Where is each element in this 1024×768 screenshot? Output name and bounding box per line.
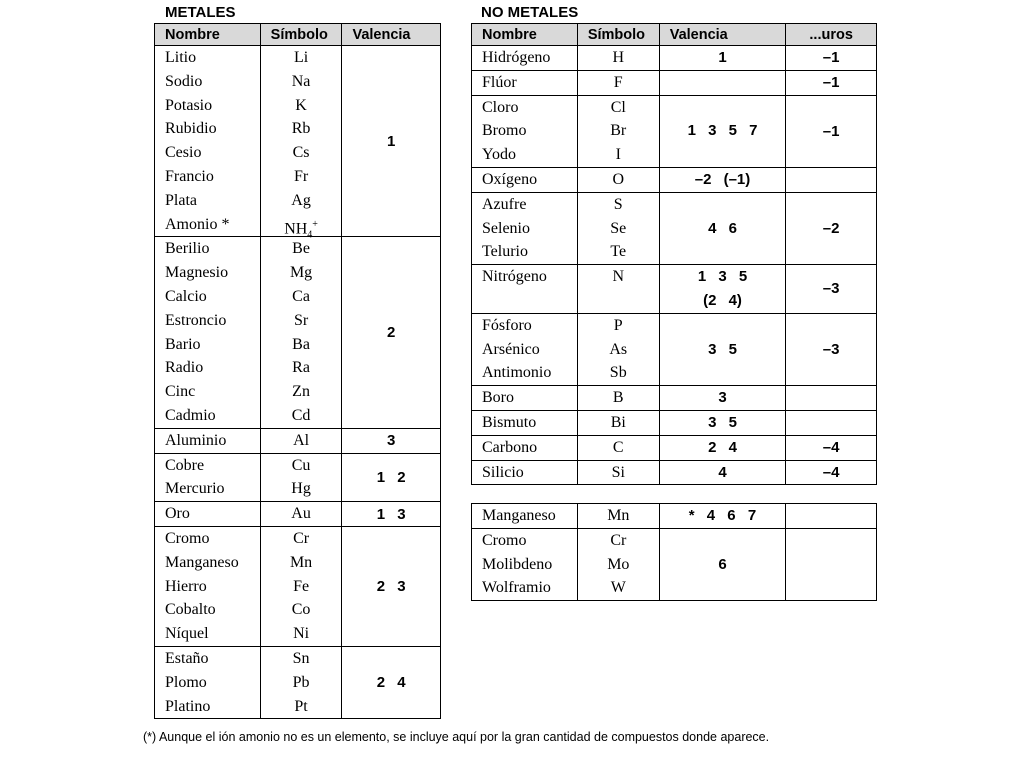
nombre-text: Mercurio (165, 480, 225, 498)
nombre-text: Cobre (165, 456, 205, 474)
symbol-text: W (610, 579, 626, 597)
simbolo-cell (260, 46, 342, 241)
nombre-text: Yodo (482, 146, 516, 164)
simbolo-cell (577, 95, 659, 167)
header-simbolo: Símbolo (577, 24, 659, 46)
valencia-cell (659, 192, 786, 264)
uros-cell (786, 386, 877, 411)
nombre-cell (472, 460, 578, 485)
table-row (472, 70, 877, 95)
symbol-text: O (612, 170, 625, 188)
symbol-text: Mn (607, 507, 630, 524)
symbol-text: Mn (289, 553, 313, 571)
nombre-text: Amonio * (165, 215, 230, 233)
valencia-cell (659, 410, 786, 435)
table-row (155, 526, 441, 646)
simbolo-cell (577, 167, 659, 192)
nombre-text: Radio (165, 359, 204, 377)
valencia-cell (659, 460, 786, 485)
uros-cell: –1 (786, 95, 877, 167)
simbolo-cell (577, 504, 659, 529)
metales-table (154, 23, 441, 719)
no-metales-table (471, 23, 877, 485)
valencia-cell (659, 46, 786, 71)
nombre-text: Boro (482, 389, 514, 407)
nombre-text: Cadmio (165, 406, 216, 424)
nombre-text: Wolframio (482, 579, 551, 597)
table-row (472, 528, 877, 600)
nombre-cell (472, 313, 578, 385)
nombre-cell (472, 504, 578, 529)
valencia-cell: 1 3 (342, 502, 441, 527)
simbolo-cell (260, 646, 342, 718)
nombre-cell (472, 410, 578, 435)
symbol-text: Mg (289, 264, 313, 282)
valencia-text: –2 (–1) (694, 170, 751, 188)
simbolo-cell (260, 428, 342, 453)
table-row (472, 460, 877, 485)
header-nombre: Nombre (472, 24, 578, 46)
valencia-text: 4 (718, 463, 727, 481)
symbol-text: Li (293, 49, 309, 66)
table-row (472, 265, 877, 314)
empty-cell (786, 528, 877, 600)
valencia-text: 3 5 (708, 413, 737, 431)
nombre-text: Francio (165, 167, 214, 185)
symbol-text: Na (291, 72, 311, 90)
table-row (472, 435, 877, 460)
symbol-text: Te (610, 243, 627, 261)
uros-cell: –1 (786, 46, 877, 71)
symbol-text: Cr (610, 531, 627, 549)
symbol-text: Sn (292, 649, 310, 667)
table-row (472, 46, 877, 71)
simbolo-cell (577, 410, 659, 435)
nombre-text: Antimonio (482, 364, 552, 382)
symbol-text: Be (292, 240, 310, 258)
symbol-text: Cd (291, 406, 311, 424)
valencia-text: 1 (718, 49, 727, 66)
simbolo-cell (577, 460, 659, 485)
table-row (155, 453, 441, 502)
simbolo-cell (260, 453, 342, 502)
nombre-text: Oro (165, 505, 190, 523)
symbol-text: F (613, 73, 623, 91)
valencia-text: 4 6 (708, 219, 737, 237)
valencia-cell: 6 (659, 528, 786, 600)
nombre-text: Platino (165, 697, 211, 715)
nombre-cell (155, 46, 261, 237)
table-row (155, 646, 441, 718)
nombre-cell (155, 237, 261, 428)
symbol-text: Ba (292, 335, 310, 353)
symbol-text: Zn (292, 383, 310, 401)
symbol-text: Ca (292, 287, 310, 305)
nombre-cell (472, 46, 578, 71)
nombre-text: Bario (165, 335, 201, 353)
nombre-text: Cinc (165, 383, 196, 401)
symbol-text: Se (610, 219, 627, 237)
valencia-cell: 2 4 (342, 646, 441, 718)
uros-cell: –4 (786, 460, 877, 485)
table-row (472, 410, 877, 435)
symbol-text: Pt (294, 697, 308, 715)
header-nombre: Nombre (155, 24, 261, 46)
nombre-text: Fósforo (482, 316, 532, 334)
nombre-text: Oxígeno (482, 170, 538, 188)
valencia-cell: 1 (342, 46, 441, 237)
table-row (472, 95, 877, 167)
nombre-text: Sodio (165, 72, 203, 90)
symbol-text: Cl (610, 98, 626, 116)
valencia-cell: * 4 6 7 (659, 504, 786, 529)
table-row (155, 46, 441, 237)
empty-cell (786, 504, 877, 529)
symbol-text: Sb (609, 364, 627, 382)
symbol-text: Fr (293, 167, 309, 185)
symbol-text: H (612, 49, 625, 66)
table-row (155, 502, 441, 527)
symbol-text: Au (291, 505, 311, 523)
symbol-text: Pb (292, 673, 310, 691)
uros-cell: –3 (786, 265, 877, 314)
nombre-text: Manganeso (482, 507, 556, 524)
nombre-text: Potasio (165, 96, 213, 114)
simbolo-cell (577, 70, 659, 95)
nombre-text: Selenio (482, 219, 530, 237)
uros-cell: –1 (786, 70, 877, 95)
table-row (472, 313, 877, 385)
uros-cell: –3 (786, 313, 877, 385)
valencia-cell: 3 (342, 428, 441, 453)
metales-title: METALES (165, 4, 236, 21)
uros-cell (786, 167, 877, 192)
nombre-cell (472, 386, 578, 411)
nombre-cell (155, 428, 261, 453)
nombre-text: Cesio (165, 144, 202, 162)
uros-cell: –4 (786, 435, 877, 460)
simbolo-cell (577, 265, 659, 314)
nombre-text: Bismuto (482, 413, 537, 431)
nombre-text: Estaño (165, 649, 209, 667)
uros-cell (786, 410, 877, 435)
symbol-text: Sr (293, 311, 309, 329)
valencia-cell: 2 (342, 237, 441, 428)
symbol-text: C (612, 438, 624, 456)
nombre-text: Molibdeno (482, 555, 553, 573)
nombre-text: Estroncio (165, 311, 227, 329)
nombre-text: Litio (165, 49, 197, 66)
valencia-cell (659, 265, 786, 314)
no-metales-header-row (472, 24, 877, 46)
symbol-text: Al (293, 431, 310, 449)
symbol-text: Fe (293, 577, 310, 595)
nombre-cell (472, 265, 578, 314)
symbol-text: Rb (291, 120, 311, 138)
metales-header-row (155, 24, 441, 46)
nombre-text: Nitrógeno (482, 268, 547, 286)
simbolo-cell (260, 237, 342, 428)
table-row (472, 386, 877, 411)
symbol-text: N (612, 268, 625, 286)
nombre-cell (472, 435, 578, 460)
valencia-cell: 2 3 (342, 526, 441, 646)
symbol-text: P (613, 316, 623, 334)
symbol-text: Cs (292, 144, 310, 162)
nombre-cell (472, 192, 578, 264)
symbol-text: K (295, 96, 307, 114)
nombre-text: Hidrógeno (482, 49, 551, 66)
header-valencia: Valencia (342, 24, 441, 46)
table-row (472, 167, 877, 192)
uros-cell: –2 (786, 192, 877, 264)
nombre-text: Cloro (482, 98, 519, 116)
nombre-cell (155, 453, 261, 502)
nombre-cell (472, 528, 578, 600)
nombre-text: Bromo (482, 122, 527, 140)
table-row (155, 428, 441, 453)
simbolo-cell (577, 386, 659, 411)
nombre-text: Rubidio (165, 120, 217, 138)
nombre-text: Plomo (165, 673, 207, 691)
symbol-text: Co (291, 601, 311, 619)
nombre-text: Cobalto (165, 601, 216, 619)
nombre-text: Hierro (165, 577, 207, 595)
nombre-text: Berilio (165, 240, 210, 258)
valencia-cell (659, 70, 786, 95)
symbol-text (578, 289, 659, 313)
nombre-cell (472, 70, 578, 95)
nombre-text: Aluminio (165, 431, 227, 449)
nombre-text: Azufre (482, 195, 527, 213)
symbol-text: Hg (291, 480, 311, 498)
valencia-cell (659, 313, 786, 385)
simbolo-cell (577, 313, 659, 385)
symbol-text: B (612, 389, 624, 407)
simbolo-cell (577, 46, 659, 71)
otros-table (471, 503, 877, 601)
nombre-cell (472, 95, 578, 167)
symbol-text: Ra (292, 359, 310, 377)
valencia-text: 1 3 5 (697, 268, 748, 286)
nombre-text: Cromo (165, 529, 210, 547)
nombre-text: Silicio (482, 463, 524, 481)
nombre-text: Plata (165, 191, 197, 209)
simbolo-cell (260, 526, 342, 646)
nombre-text: Manganeso (165, 553, 239, 571)
valencia-text: 3 (718, 389, 727, 407)
header-uros: ...uros (786, 24, 877, 46)
nombre-cell (155, 526, 261, 646)
table-row (155, 237, 441, 428)
valencia-cell (659, 435, 786, 460)
footnote: (*) Aunque el ión amonio no es un elemento, se incluye aquí por la gran cantidad de compuestos donde aparece. (143, 730, 770, 744)
header-valencia: Valencia (659, 24, 786, 46)
nombre-text: Flúor (482, 73, 517, 91)
simbolo-cell (260, 502, 342, 527)
nombre-text: Arsénico (482, 340, 540, 358)
valencia-cell (659, 95, 786, 167)
valencia-cell: 1 2 (342, 453, 441, 502)
nombre-text (472, 289, 577, 313)
symbol-text: As (609, 340, 628, 358)
nombre-cell (155, 646, 261, 718)
valencia-text: (2 4) (703, 291, 742, 309)
nombre-text: Cromo (482, 531, 527, 549)
valencia-text: 2 4 (708, 438, 737, 456)
nombre-text: Magnesio (165, 264, 229, 282)
symbol-text: Bi (610, 413, 626, 431)
table-row (472, 504, 877, 529)
symbol-text: Cu (291, 456, 311, 474)
header-simbolo: Símbolo (260, 24, 342, 46)
valencia-cell (659, 167, 786, 192)
symbol-text: Ni (293, 625, 310, 643)
symbol-text: Mo (607, 555, 630, 573)
valencia-text: 1 3 5 7 (687, 122, 758, 140)
simbolo-cell (577, 192, 659, 264)
symbol-text: $NH_4^+$ (284, 218, 318, 241)
symbol-text: Cr (293, 529, 310, 547)
valencia-text (660, 71, 786, 95)
symbol-text: I (615, 146, 621, 164)
no-metales-title: NO METALES (481, 4, 579, 21)
valencia-cell (659, 386, 786, 411)
nombre-text: Telurio (482, 243, 528, 261)
symbol-text: Br (610, 122, 627, 140)
nombre-cell (155, 502, 261, 527)
simbolo-cell (577, 435, 659, 460)
symbol-text: S (613, 195, 623, 213)
valencia-text: 3 5 (708, 340, 737, 358)
symbol-text: Si (611, 463, 625, 481)
nombre-text: Carbono (482, 438, 538, 456)
nombre-text: Níquel (165, 625, 209, 643)
nombre-cell (472, 167, 578, 192)
table-row (472, 192, 877, 264)
symbol-text: Ag (291, 191, 311, 209)
nombre-text: Calcio (165, 287, 207, 305)
simbolo-cell (577, 528, 659, 600)
